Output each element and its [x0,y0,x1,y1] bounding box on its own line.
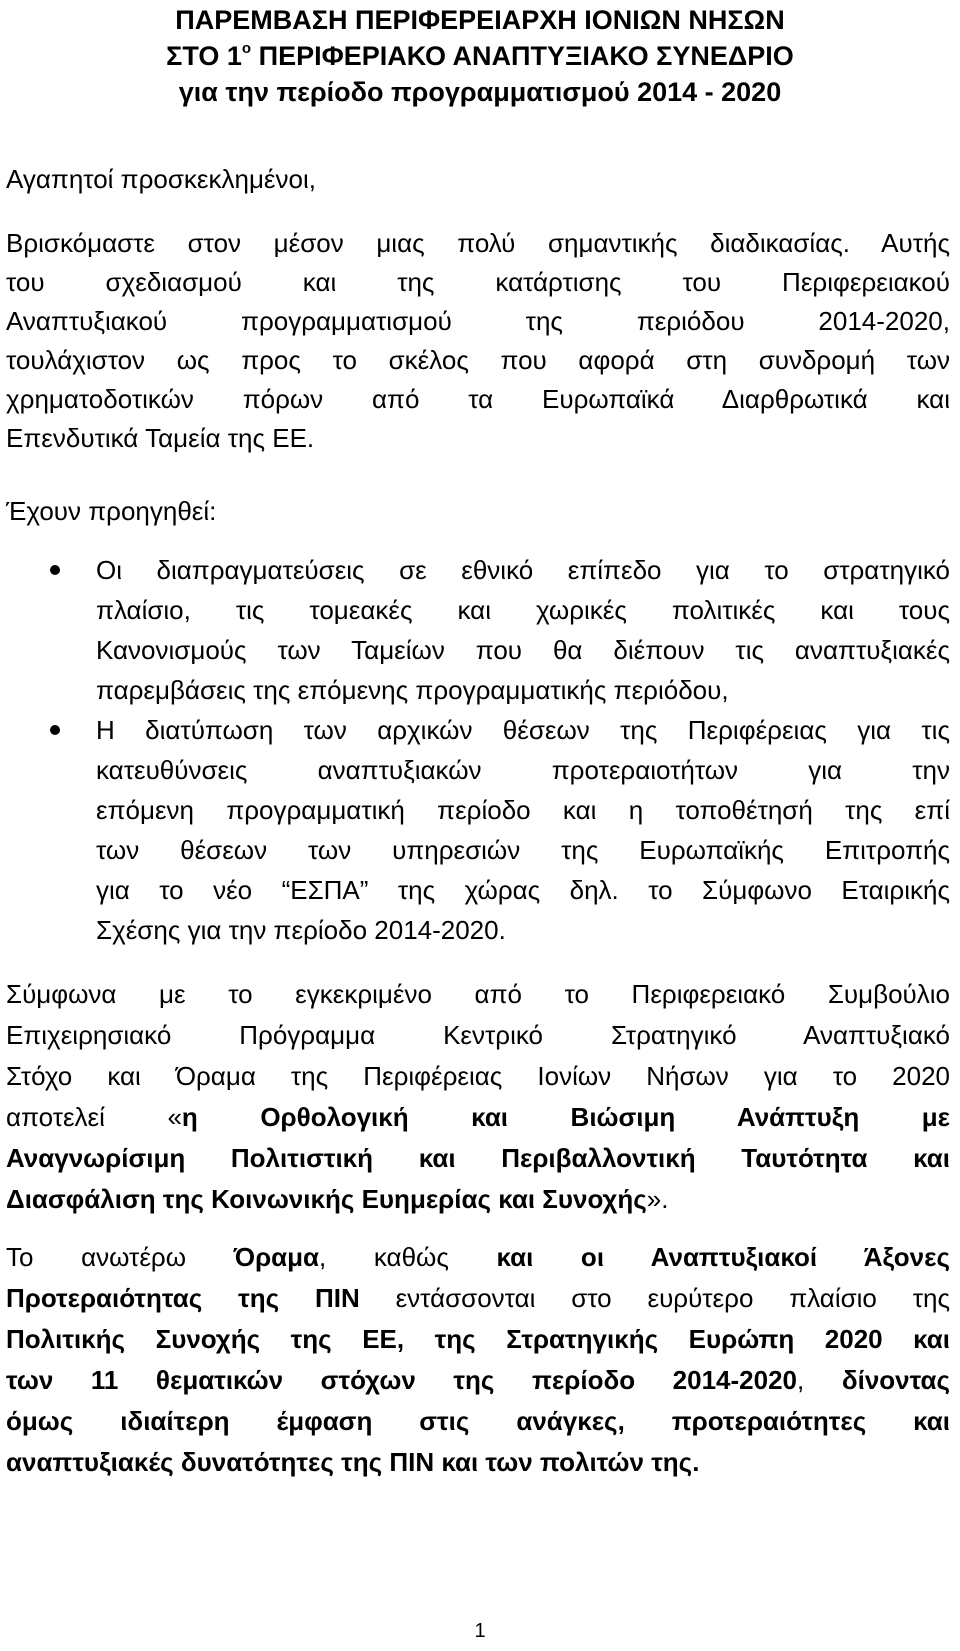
bullet-icon [50,725,60,735]
title-ordinal: ο [241,40,252,57]
title-line-1: ΠΑΡΕΜΒΑΣΗ ΠΕΡΙΦΕΡΕΙΑΡΧΗ ΙΟΝΙΩΝ ΝΗΣΩΝ [175,5,785,35]
intro-line: Βρισκόμαστε στον μέσον μιας πολύ σημαντικής διαδικασίας. Αυτής [6,228,950,258]
intro-line: χρηματοδοτικών πόρων από τα Ευρωπαϊκά Διαρθρωτικά και [6,384,950,414]
preceded-heading: Έχουν προηγηθεί: [6,496,217,526]
title-line-3: για την περίοδο προγραμματισμού 2014 - 2020 [178,77,782,107]
intro-line: Αναπτυξιακού προγραμματισμού της περιόδου 2014-2020, [6,306,950,336]
policy-paragraph: Το ανωτέρω Όραμα, καθώς και οι Αναπτυξιακοί Άξονες Προτεραιότητας της ΠΙΝ εντάσσονται στο ευρύτερο πλαίσιο της Πολιτικής Συνοχής της ΕΕ, της Στρατηγικής Ευρώπη 2020 και των 11 θεματικών στόχων της περίοδο 2014-2020, δίνοντας όμως ιδιαίτερη έμφαση στις ανάγκες, προτεραιότητες και αναπτυξιακές δυνατότητες της ΠΙΝ και των πολιτών της. [6,1242,951,1477]
title-line-2-pre: ΣΤΟ 1 [166,41,242,71]
document-page: ΠΑΡΕΜΒΑΣΗ ΠΕΡΙΦΕΡΕΙΑΡΧΗ ΙΟΝΙΩΝ ΝΗΣΩΝ ΣΤΟ $1^o$ ΠΕΡΙΦΕΡΙΑΚΟ ΑΝΑΠΤΥΞΙΑΚΟ ΣΥΝΕΔΡΙΟ για την περίοδο προγραμματισμού 2014 - 2020 Αγαπητοί προσκεκλημένοι, Βρισκόμαστε στον μέσον μιας πολύ σημαντικής διαδικασίας. Αυτής του σχεδιασμού και της κατάρτισης του Περιφερειακού Αναπτυξιακού προγραμματισμού της περιόδου 2014-2020, τουλάχιστον ως προς το σκέλος που αφορά στη συνδρομή των χρηματοδοτικών πόρων από τα Ευρωπαϊκά Διαρθρωτικά και Επενδυτικά Ταμεία της ΕΕ. Έχουν προηγηθεί: Οι διαπραγματεύσεις σε εθνικό επίπεδο για το στρατηγικό πλαίσιο, τις τομεακές και χωρικές πολιτικές και τους Κανονισμούς των Ταμείων που θα διέπουν τις αναπτυξιακές παρεμβάσεις της επόμενης προγραμματικής περιόδου, Η διατύπωση των αρχικών θέσεων της Περιφέρειας για τις κατευθύνσεις αναπτυξιακών προτεραιοτήτων για την επόμενη προγραμματική περίοδο και η τοποθέτησή της επί των θέσεων των υπηρεσιών της Ευρωπαϊκής Επιτροπής για το νέο “ΕΣΠΑ” της χώρας δηλ. το Σύμφωνο Εταιρικής Σχέσης για την περίοδο 2014-2020. Σύμφωνα με το εγκεκριμένο από το Περιφερειακό Συμβούλιο Επιχειρησιακό Πρόγραμμα Κεντρικό Στρατηγικό Αναπτυξιακό Στόχο και Όραμα της Περιφέρειας Ιονίων Νήσων για το 2020 αποτελεί «η Ορθολογική και Βιώσιμη Ανάπτυξη με Αναγνωρίσιμη Πολιτιστική και Περιβαλλοντική Ταυτότητα και Διασφάλιση της Κοινωνικής Ευημερίας και Συνοχής». Το ανωτέρω Όραμα, καθώς και οι Αναπτυξιακοί Άξονες Προτεραιότητας της ΠΙΝ εντάσσονται στο ευρύτερο πλαίσιο της Πολιτικής Συνοχής της ΕΕ, της Στρατηγικής Ευρώπη 2020 και των 11 θεματικών στόχων της περίοδο 2014-2020, δίνοντας όμως ιδιαίτερη έμφαση στις ανάγκες, προτεραιότητες και αναπτυξιακές δυνατότητες της ΠΙΝ και των πολιτών της. 1 [0,0,960,1651]
title-line-2-post: ΠΕΡΙΦΕΡΙΑΚΟ ΑΝΑΠΤΥΞΙΑΚΟ ΣΥΝΕΔΡΙΟ [251,41,794,71]
document-title [0,2,960,110]
intro-paragraph [6,224,950,458]
greeting: Αγαπητοί προσκεκλημένοι, [6,164,316,194]
page-number: 1 [474,1620,486,1642]
intro-line: Επενδυτικά Ταμεία της ΕΕ. [6,423,315,453]
vision-paragraph: Σύμφωνα με το εγκεκριμένο από το Περιφερειακό Συμβούλιο Επιχειρησιακό Πρόγραμμα Κεντρικό Στρατηγικό Αναπτυξιακό Στόχο και Όραμα της Περιφέρειας Ιονίων Νήσων για το 2020 αποτελεί «η Ορθολογική και Βιώσιμη Ανάπτυξη με Αναγνωρίσιμη Πολιτιστική και Περιβαλλοντική Ταυτότητα και Διασφάλιση της Κοινωνικής Ευημερίας και Συνοχής». [6,979,951,1214]
intro-line: τουλάχιστον ως προς το σκέλος που αφορά στη συνδρομή των [6,345,950,375]
bullet-icon [50,565,60,575]
intro-line: του σχεδιασμού και της κατάρτισης του Περιφερειακού [6,267,950,297]
title-line-2 [0,38,960,74]
